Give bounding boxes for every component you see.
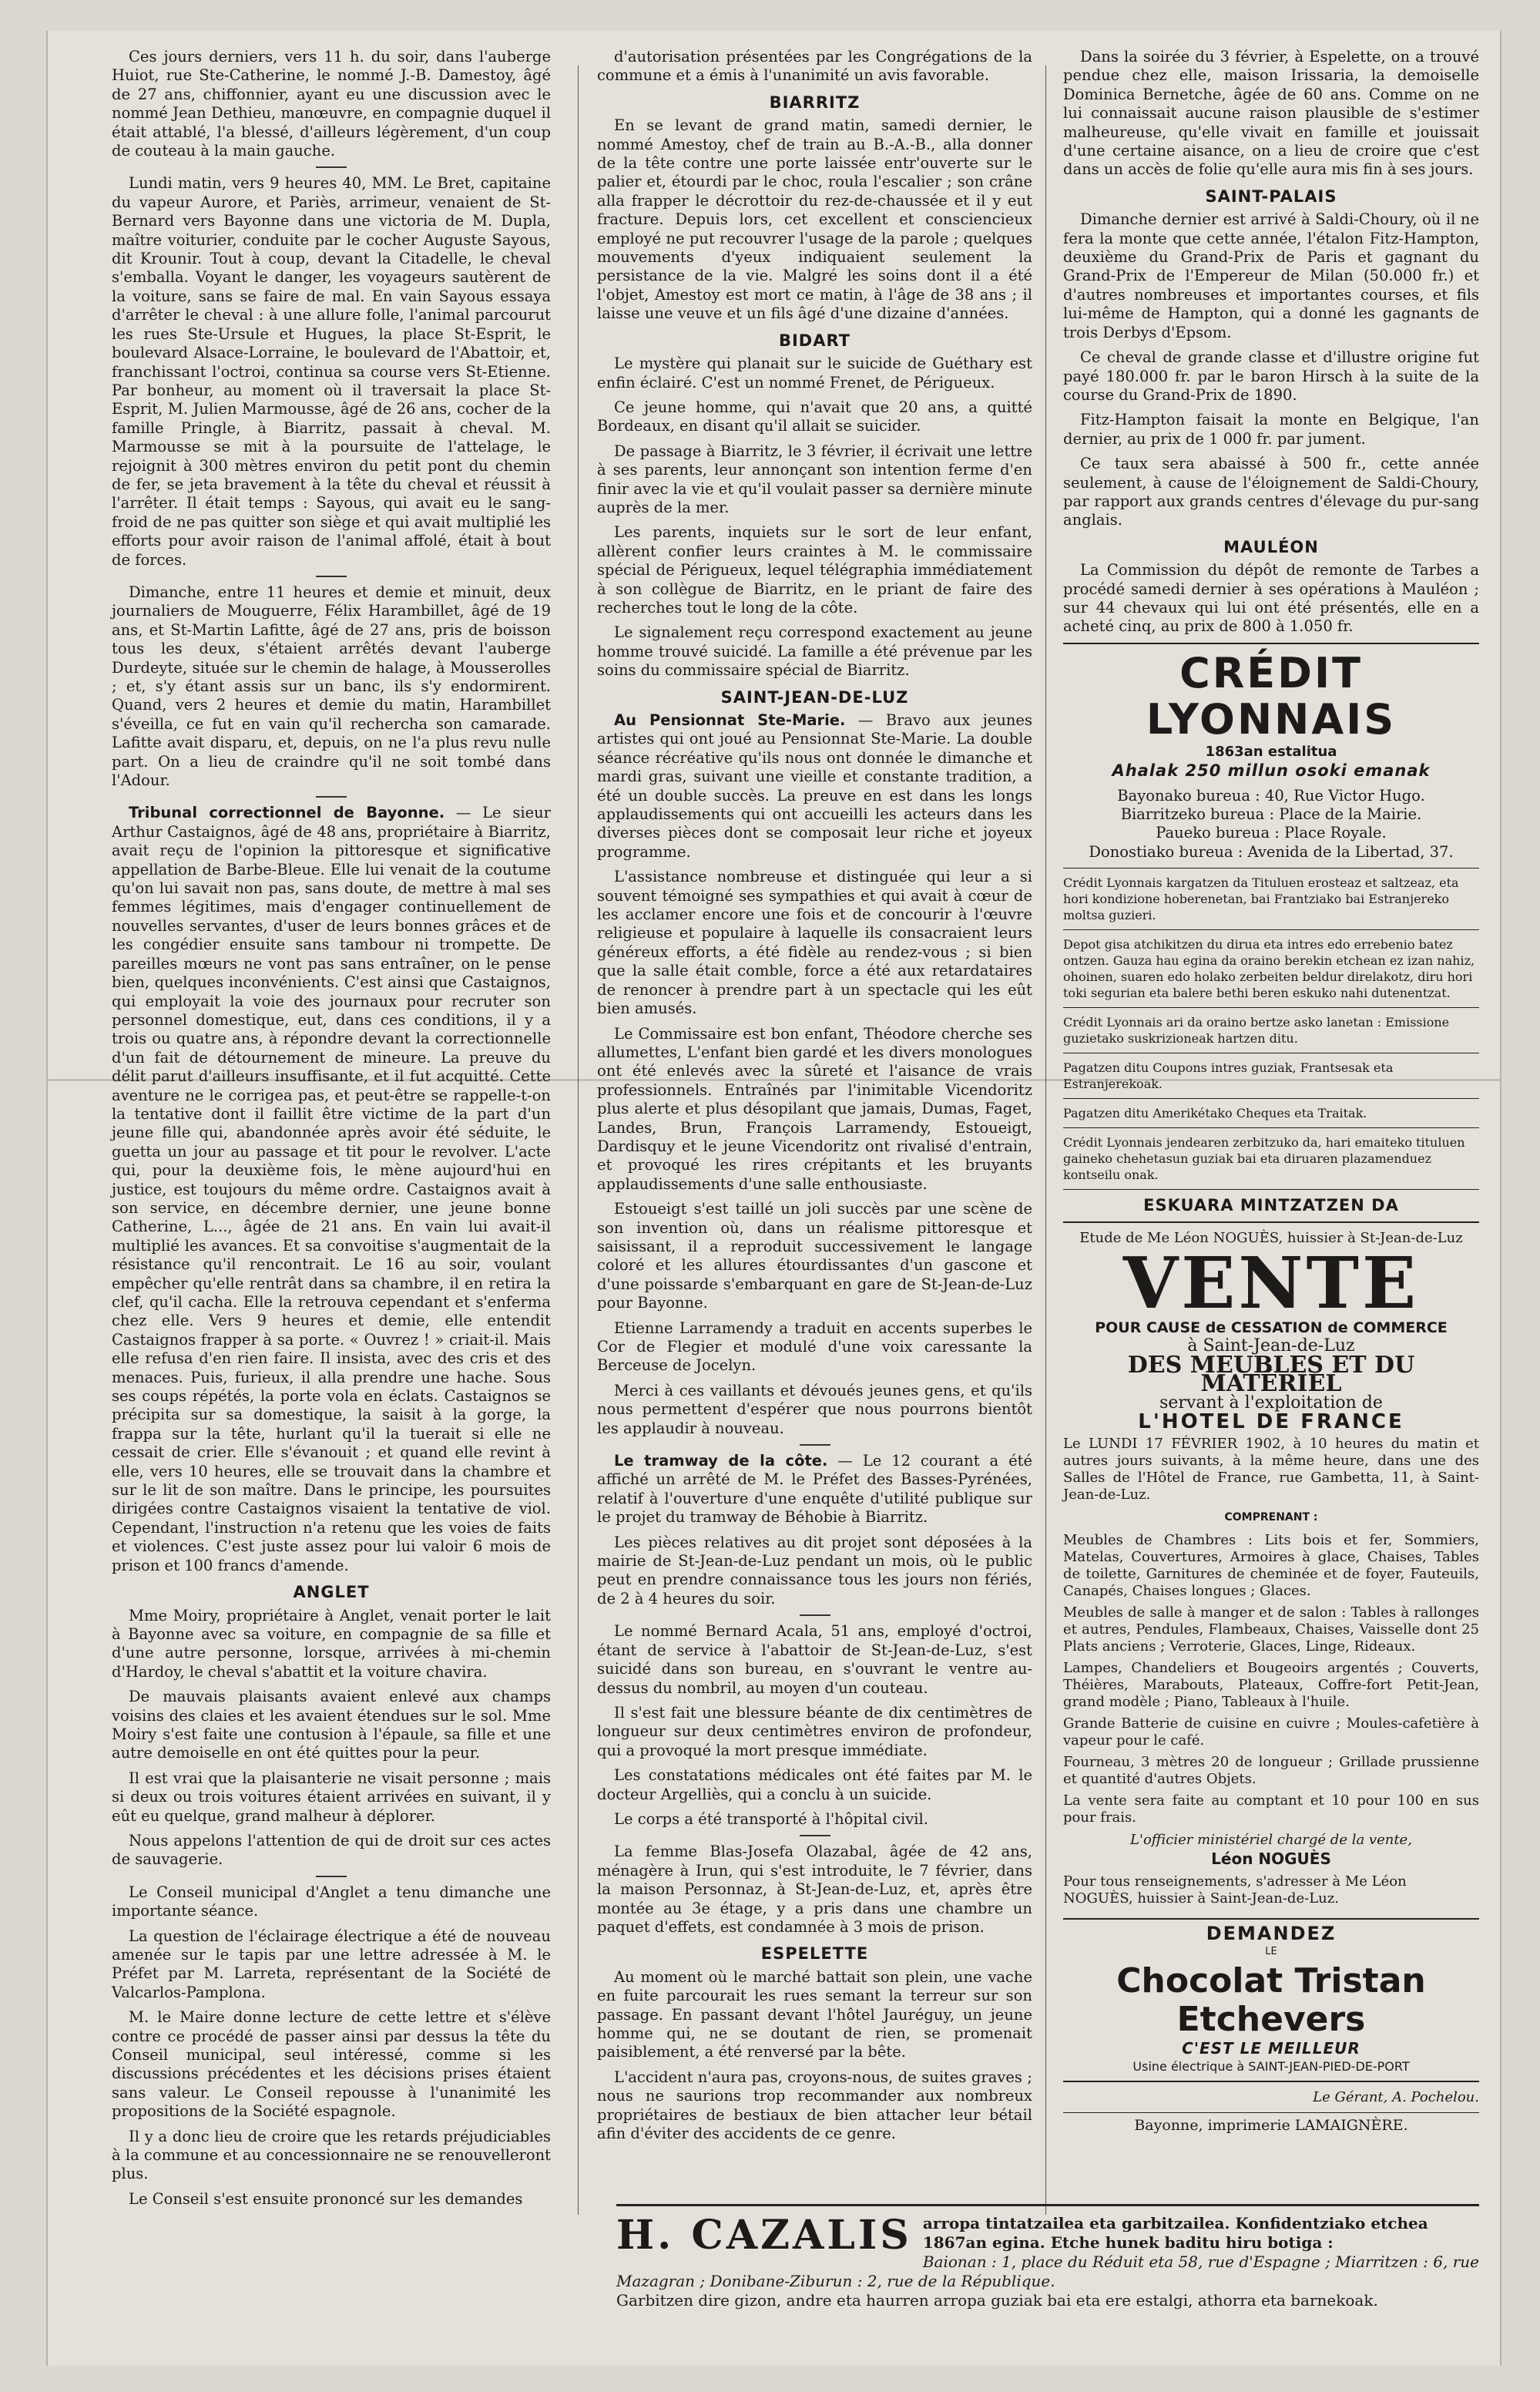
bidart-p3: De passage à Biarritz, le 3 février, il écrivait une lettre à ses parents, leur annonçant son intention ferme d'en finir avec la vie et qu'il voulait passer sa dernière minute auprès de la mer. bbox=[597, 442, 1032, 516]
vente-title: VENTE bbox=[1122, 1241, 1420, 1325]
column-2 bbox=[597, 48, 1032, 2149]
gerant: Le Gérant, A. Pochelou. bbox=[1313, 2089, 1479, 2106]
separator bbox=[800, 1444, 830, 1446]
branch-pau: Paueko bureua : Place Royale. bbox=[1156, 824, 1387, 842]
continued-text: d'autorisation présentées par les Congrégations de la commune et a émis à l'unanimité un avis favorable. bbox=[597, 48, 1032, 85]
credit-footer: ESKUARA MINTZATZEN DA bbox=[1143, 1196, 1399, 1215]
cazalis-line-3: Garbitzen dire gizon, andre eta haurren arropa guziak bai eta ere estalgi, athorra eta barnekoak. bbox=[616, 2291, 1378, 2310]
column-1 bbox=[112, 48, 551, 2215]
choco-slogan: C'EST LE MEILLEUR bbox=[1182, 2038, 1361, 2058]
article-tribunal: Tribunal correctionnel de Bayonne. — Le sieur Arthur Castaignos, âgé de 48 ans, propriétaire à Biarritz, avait reçu de l'opinion la pittoresque et significative appellation de Barbe-Bleue. Elle lui venait de la coutume qu'on lui savait non pas, sans doute, de mettre à mal ses femmes légitimes, mais d'engager continuellement de nouvelles servantes, d'user de leurs bonnes grâces et de les congédier ensuite sans tambour ni trompette. De pareilles mœurs ne vont pas sans entraîner, on le pense bien, quelques inconvénients. C'est ainsi que Castaignos, qui employait la voie des journaux pour recruter son personnel domestique, eut, dans ces conditions, il y a trois ou quatre ans, à répondre devant la correctionnelle d'un fait de détournement de mineure. La preuve du délit parut d'ailleurs insuffisante, et il fut acquitté. Cette aventure ne le corrigea pas, et peut-être se rappelle-t-on la tentative dont il faillit être victime de la part d'un jeune fille qui, abandonnée après avoir été séduite, le guetta un jour au passage et tit pour le revolver. L'acte qui, pour la deuxième fois, le mène aujourd'hui en justice, est toujours du même ordre. Castaignos avait à son service, en décembre dernier, une jeune bonne Catherine, L..., âgée de 21 ans. En vain lui avait-il multiplié les avances. Et sa convoitise s'augmentait de la résistance qu'il rencontrait. Le 16 au soir, voulant empêcher qu'elle rentrât dans sa chambre, il en retira la clef, qu'il cacha. Elle la retrouva cependant et s'enferma chez elle. Vers 9 heures et demie, elle entendit Castaignos frapper à sa porte. « Ouvrez ! » criait-il. Mais elle refusa d'en rien faire. Il insista, avec des cris et des menaces. Puis, furieux, il alla prendre une hache. Sous ses coups répétés, la porte vola en éclats. Castaignos se précipita sur sa domestique, la saisit à la gorge, la frappa sur la tête, hurlant qu'il la tuerait si elle ne cessait de crier. Elle s'évanouit ; et quand elle revint à elle, vers 10 heures, elle se trouvait dans la chambre et sur le lit de son maître. Dans le principe, les poursuites dirigées contre Castaignos visaient la tentative de viol. Cependant, l'instruction n'a retenu que les voies de faits et violences. C'est juste assez pour lui valoir 6 mois de prison et 100 francs d'amende. bbox=[112, 804, 551, 1574]
pensionnat-p2: L'assistance nombreuse et distinguée qui leur a si souvent témoigné ses sympathies et qui avait à cœur de les acclamer encore une fois et de concourir à l'œuvre religieuse et populaire à laquelle ils consacraient leurs généreux efforts, a été fidèle au rendez-vous ; si bien que la salle était comble, force a été aux retardataires de renoncer à prendre part à un spectacle qui les eût bien amusés. bbox=[597, 868, 1032, 1018]
stpalais-heading: SAINT-PALAIS bbox=[1205, 186, 1337, 206]
choco-usine: Usine électrique à SAINT-JEAN-PIED-DE-PORT bbox=[1132, 2058, 1410, 2074]
cazalis-ad bbox=[616, 2204, 1479, 2310]
stpalais-p4: Ce taux sera abaissé à 500 fr., cette année seulement, à cause de l'éloignement de Saldi-Choury, par rapport aux grands centres d'élevage du pur-sang anglais. bbox=[1063, 455, 1479, 529]
anglet-p6: La question de l'éclairage électrique a été de nouveau amenée sur le tapis par une lettre adressée à M. le Préfet par M. Larreta, représentant de la Société de Valcarlos-Pamplona. bbox=[112, 1927, 551, 2001]
bidart-p2: Ce jeune homme, qui n'avait que 20 ans, a quitté Bordeaux, en disant qu'il allait se suicider. bbox=[597, 398, 1032, 435]
acala-p3: Les constatations médicales ont été faites par M. le docteur Argelliès, qui a conclu à un suicide. bbox=[597, 1766, 1032, 1803]
credit-text-6: Crédit Lyonnais jendearen zerbitzuko da, hari emaiteko tituluen gaineko chehetasun guziak bai eta diruaren plazamenduez kontseilu onak. bbox=[1063, 1135, 1465, 1183]
bidart-p1: Le mystère qui planait sur le suicide de Guéthary est enfin éclairé. C'est un nommé Frenet, de Périgueux. bbox=[597, 354, 1032, 391]
branch-bayonne: Bayonako bureua : 40, Rue Victor Hugo. bbox=[1117, 786, 1425, 805]
anglet-p2: De mauvais plaisants avaient enlevé aux champs voisins des claies et les avaient étendues sur le sol. Mme Moiry s'est faite une contusion à l'épaule, sa fille et une autre demoiselle en ont été quittes pour la peur. bbox=[112, 1688, 551, 1762]
espelette-p2: L'accident n'aura pas, croyons-nous, de suites graves ; nous ne saurions trop recommander aux nombreux propriétaires de bestiaux de bien attacher leur bétail afin d'éviter des accidents de ce genre. bbox=[597, 2068, 1032, 2143]
vente-servant: servant à l'exploitation de bbox=[1159, 1393, 1383, 1413]
biarritz-text: En se levant de grand matin, samedi dernier, le nommé Amestoy, chef de train au B.-A.-B., alla donner de la tête contre une porte laissée entr'ouverte sur le palier et, étourdi par le choc, roula l'escalier ; son crâne alla frapper le décrottoir du rez-de-chaussée et il y eut fracture. Depuis lors, cet excellent et consciencieux employé ne put recouvrer l'usage de la parole ; quelques mouvements d'yeux indiquaient seulement la persistance de la vie. Malgré les soins dont il a été l'objet, Amestoy est mort ce matin, à l'âge de 38 ans ; il laisse une veuve et un fils âgé d'une dizaine d'années. bbox=[597, 116, 1032, 323]
tramway-heading: Le tramway de la côte. bbox=[614, 1452, 828, 1470]
branch-san-sebastian: Donostiako bureua : Avenida de la Libertad, 37. bbox=[1089, 842, 1454, 861]
vente-info: Pour tous renseignements, s'adresser à Me Léon NOGUÈS, huissier à Saint-Jean-de-Luz. bbox=[1063, 1873, 1407, 1907]
ad-divider bbox=[1063, 1127, 1479, 1128]
separator bbox=[316, 796, 347, 798]
stpalais-p2: Ce cheval de grande classe et d'illustre origine fut payé 180.000 fr. par le baron Hirsch à la suite de la course du Grand-Prix de 1890. bbox=[1063, 348, 1479, 404]
ad-divider bbox=[1063, 929, 1479, 930]
pensionnat-p3: Le Commissaire est bon enfant, Théodore cherche ses allumettes, L'enfant bien gardé et les divers monologues ont été enlevés avec la sûreté et l'aisance de vrais professionnels. Entraînés par l'inimitable Vicendoritz plus alerte et plus désopilant que jamais, Dumas, Faget, Landes, Brun, François Larramendy, Estoueigt, Dardisquy et le jeune Vicendoritz ont rivalisé d'entrain, et provoqué les rires crépitants et les bruyants applaudissements d'une salle enthousiaste. bbox=[597, 1024, 1032, 1193]
vente-comprenant: COMPRENANT : bbox=[1224, 1511, 1318, 1524]
anglet-p4: Nous appelons l'attention de qui de droit sur ces actes de sauvagerie. bbox=[112, 1831, 551, 1869]
separator bbox=[316, 166, 347, 168]
article-auberge: Ces jours derniers, vers 11 h. du soir, dans l'auberge Huiot, rue Ste-Catherine, le nommé J.-B. Damestoy, âgé de 27 ans, chiffonnier, ayant eu une discussion avec le nommé Jean Dethieu, manœuvre, en compagnie duquel il était attablé, l'a blessé, d'ailleurs légèrement, d'un coup de couteau à la main gauche. bbox=[112, 48, 551, 160]
tramway-text: Le 12 courant a été affiché un arrêté de M. le Préfet des Basses-Pyrénées, relatif à l'ouverture d'une enquête d'utilité publique sur le projet du tramway de Béhobie à Biarritz. bbox=[597, 1452, 1032, 1527]
vente-lampes: Lampes, Chandeliers et Bougeoirs argentés ; Couverts, Théières, Marabouts, Plateaux, Coffre-fort Petit-Jean, grand modèle ; Piano, Tableaux à l'huile. bbox=[1063, 1659, 1479, 1710]
vente-place: à Saint-Jean-de-Luz bbox=[1187, 1336, 1355, 1356]
espelette-p1: Au moment où le marché battait son plein, une vache en fuite parcourait les rues semant la terreur sur son passage. En passant devant l'hôtel Jauréguy, un jeune homme qui, ne se doutant de rien, se promenait paisiblement, a été renversé par la bête. bbox=[597, 1967, 1032, 2061]
pensionnat-heading: Au Pensionnat Ste-Marie. bbox=[614, 711, 846, 729]
stpalais-p3: Fitz-Hampton faisait la monte en Belgique, l'an dernier, au prix de 1 000 fr. par jument. bbox=[1063, 411, 1479, 448]
vente-batterie: Grande Batterie de cuisine en cuivre ; Moules-cafetière à vapeur pour le café. bbox=[1063, 1715, 1479, 1749]
vente-cause: POUR CAUSE de CESSATION de COMMERCE bbox=[1095, 1319, 1448, 1337]
pensionnat-text: Bravo aux jeunes artistes qui ont joué au Pensionnat Ste-Marie. La double séance récréative qu'ils nous ont donnée le dimanche et mardi gras, suivant une vieille et constante tradition, a été un double succès. La preuve en est dans les longs applaudissements qui ont accueilli les acteurs dans les diverses pièces dont se composait leur riche et joyeux programme. bbox=[597, 711, 1032, 861]
chocolat-ad bbox=[1063, 1920, 1479, 2083]
mauleon-heading: MAULÉON bbox=[1223, 537, 1319, 556]
credit-text-4: Pagatzen ditu Coupons intres guziak, Frantsesak eta Estranjerekoak. bbox=[1063, 1060, 1394, 1092]
vente-hotel: L'HOTEL DE FRANCE bbox=[1138, 1410, 1404, 1434]
vente-fourneau: Fourneau, 3 mètres 20 de longueur ; Grillade prussienne et quantité d'autres Objets. bbox=[1063, 1753, 1479, 1787]
ad-divider bbox=[1063, 1189, 1479, 1190]
credit-lyonnais-ad bbox=[1063, 643, 1479, 1223]
credit-lyonnais-capital: Ahalak 250 millun osoki emanak bbox=[1112, 761, 1431, 781]
espelette-pendue: Dans la soirée du 3 février, à Espelette, on a trouvé pendue chez elle, maison Irissaria, la demoiselle Dominica Bernetche, âgée de 60 ans. Comme on ne lui connaissait aucune raison plausible de s'estimer malheureuse, qu'elle vivait en famille et jouissait d'une certaine aisance, on a lieu de croire que c'est dans un accès de folie qu'elle aura mis fin à ses jours. bbox=[1063, 48, 1479, 179]
choco-demandez: DEMANDEZ bbox=[1206, 1922, 1337, 1944]
tramway-p2: Les pièces relatives au dit projet sont déposées à la mairie de St-Jean-de-Luz pendant un mois, où le public peut en prendre connaissance tous les jours non fériés, de 2 à 4 heures du soir. bbox=[597, 1533, 1032, 1608]
anglet-p1: Mme Moiry, propriétaire à Anglet, venait porter le lait à Bayonne avec sa voiture, en compagnie de sa fille et d'une autre personne, lorsque, arrivées à mi-chemin d'Hardoy, le cheval s'abattit et la voiture chavira. bbox=[112, 1606, 551, 1681]
vente-signature: Léon NOGUÈS bbox=[1211, 1849, 1331, 1869]
ad-divider bbox=[1063, 1007, 1479, 1008]
credit-text-5: Pagatzen ditu Amerikétako Cheques eta Traitak. bbox=[1063, 1106, 1367, 1121]
separator bbox=[800, 1835, 830, 1836]
anglet-heading: ANGLET bbox=[293, 1583, 370, 1602]
cazalis-name: H. CAZALIS bbox=[616, 2212, 912, 2259]
mauleon-text: La Commission du dépôt de remonte de Tarbes a procédé samedi dernier à ses opérations à Mauléon ; sur 44 chevaux qui lui ont été présentés, elle en a acheté cinq, au prix de 800 à 1.050 fr. bbox=[1063, 561, 1479, 636]
credit-text-2: Depot gisa atchikitzen du dirua eta intres edo errebenio batez ontzen. Gauza hau egina da oraino berekin etchean ez izan nahiz, ohoinen, suaren edo holako zerbeiten beldur direlakotz, diru hori toki segurian eta balere bethi beren eskuko nahi dutenentzat. bbox=[1063, 937, 1475, 1001]
anglet-p5: Le Conseil municipal d'Anglet a tenu dimanche une importante séance. bbox=[112, 1883, 551, 1920]
cazalis-line-2: Baionan : 1, place du Réduit eta 58, rue d'Espagne ; Miarritzen : 6, rue Mazagran ; Donibane-Ziburun : 2, rue de la République. bbox=[616, 2253, 1479, 2290]
article-cheval: Lundi matin, vers 9 heures 40, MM. Le Bret, capitaine du vapeur Aurore, et Pariès, arrimeur, venaient de St-Bernard vers Bayonne dans une victoria de M. Dupla, maître voiturier, conduite par le cocher Auguste Sayous, dit Krounir. Tout à coup, devant la Citadelle, le cheval s'emballa. Voyant le danger, les voyageurs sautèrent de la voiture, sans se faire de mal. En vain Sayous essaya d'arrêter le cheval : à une allure folle, l'animal parcourut les rues Ste-Ursule et Hugues, la place St-Esprit, le boulevard Alsace-Lorraine, le boulevard de l'Abattoir, et, franchissant l'octroi, continua sa course vers St-Etienne. Par bonheur, au moment où il traversait la place St-Esprit, M. Julien Marmousse, âgé de 26 ans, cocher de la famille Pringle, à Biarritz, passait à cheval. M. Marmousse se mit à la poursuite de l'attelage, le rejoignit à 300 mètres environ du petit pont du chemin de fer, se jeta bravement à la tête du cheval et réussit à l'arrêter. Il était temps : Sayous, qui avait eu le sang-froid de ne pas quitter son siège et qui avait multiplié les efforts pour avoir raison de l'animal affolé, était à bout de forces. bbox=[112, 174, 551, 569]
anglet-p3: Il est vrai que la plaisanterie ne visait personne ; mais si deux ou trois voitures étaient arrivées en suivant, il y eût eu quelque, grand malheur à déplorer. bbox=[112, 1769, 551, 1825]
vente-meubles: DES MEUBLES ET DU MATÉRIEL bbox=[1127, 1351, 1415, 1398]
cazalis-line-1: arropa tintatzailea eta garbitzailea. Konfidentziako etchea 1867an egina. Etche hunek baditu hiru botiga : bbox=[922, 2214, 1428, 2252]
vente-etude: Etude de Me Léon NOGUÈS, huissier à St-Jean-de-Luz bbox=[1079, 1229, 1463, 1246]
stpalais-p1: Dimanche dernier est arrivé à Saldi-Choury, où il ne fera la monte que cette année, l'étalon Fitz-Hampton, deuxième du Grand-Prix de Paris et gagnant du Grand-Prix de l'Empereur de Milan (50.000 fr.) et d'autres nombreuses et importantes courses, et fils lui-même de Hampton, qui a donné les gagnants de trois Derbys d'Epsom. bbox=[1063, 210, 1479, 341]
anglet-p9: Le Conseil s'est ensuite prononcé sur les demandes bbox=[129, 2189, 523, 2208]
credit-lyonnais-title: CRÉDIT LYONNAIS bbox=[1146, 648, 1397, 744]
separator bbox=[800, 1614, 830, 1616]
vente-ad bbox=[1063, 1229, 1479, 1920]
acala-p1: Le nommé Bernard Acala, 51 ans, employé d'octroi, étant de service à l'abattoir de St-Jean-de-Luz, s'est suicidé dans son bureau, en s'ouvrant le ventre au-dessus du nombril, au moyen d'un couteau. bbox=[597, 1622, 1032, 1697]
separator bbox=[316, 1876, 347, 1877]
vente-chambres: Meubles de Chambres : Lits bois et fer, Sommiers, Matelas, Couvertures, Armoires à glace, Chaises, Tables de toilette, Garnitures de cheminée et de foyer, Fauteuils, Canapés, Chaises longues ; Glaces. bbox=[1063, 1531, 1479, 1599]
column-3 bbox=[1063, 48, 1479, 2135]
biarritz-heading: BIARRITZ bbox=[769, 92, 861, 112]
tribunal-text: Le sieur Arthur Castaignos, âgé de 48 ans, propriétaire à Biarritz, avait reçu de l'opinion la pittoresque et significative appellation de Barbe-Bleue. Elle lui venait de la coutume qu'on lui savait non pas, sans doute, de mettre à mal ses femmes légitimes, mais d'engager continuellement de nouvelles servantes, d'user de leurs bonnes grâces et de les congédier ensuite sans tambour ni trompette. De pareilles mœurs ne vont pas sans entraîner, on le pense bien, quelques inconvénients. C'est ainsi que Castaignos, qui employait la voie des journaux pour recruter son personnel domestique, eut, dans ces conditions, il y a trois ou quatre ans, à répondre devant la correctionnelle d'un fait de détournement de mineure. La preuve du délit parut d'ailleurs insuffisante, et il fut acquitté. Cette aventure ne le corrigea pas, et peut-être se rappelle-t-on la tentative dont il faillit être victime de la part d'un jeune fille qui, abandonnée après avoir été séduite, le guetta un jour au passage et tit pour le revolver. L'acte qui, pour la deuxième fois, le mène aujourd'hui en justice, est toujours du même ordre. Castaignos avait à son service, en décembre dernier, une jeune bonne Catherine, L..., âgée de 21 ans. En vain lui avait-il multiplié les avances. Et sa convoitise s'augmentait de la résistance qu'il rencontrait. Le 16 au soir, voulant empêcher qu'elle rentrât dans sa chambre, il en retira la clef, qu'il cacha. Elle la retrouva cependant et s'enferma chez elle. Vers 9 heures et demie, elle entendit Castaignos frapper à sa porte. « Ouvrez ! » criait-il. Mais elle refusa d'en rien faire. Il insista, avec des cris et des menaces. Puis, furieux, il alla prendre une hache. Sous ses coups répétés, la porte vola en éclats. Castaignos se précipita sur sa domestique, la saisit à la gorge, la frappa sur la tête, hurlant qu'il la tuerait si elle ne cessait de crier. Elle s'évanouit ; et quand elle revint à elle, vers 10 heures, elle se trouvait dans la chambre et sur le lit de son maître. Dans le principe, les poursuites dirigées contre Castaignos visaient la tentative de viol. Cependant, l'instruction n'a retenu que les voies de faits et violences. C'est juste assez pour lui valoir 6 mois de prison et 100 francs d'amende. bbox=[112, 804, 551, 1574]
olazabal-text: La femme Blas-Josefa Olazabal, âgée de 42 ans, ménagère à Irun, qui s'est introduite, le 7 février, dans la maison Personnaz, à St-Jean-de-Luz, et, après être montée au 3e étage, y a pris dans une chambre un paquet d'effets, est condamnée à 3 mois de prison. bbox=[597, 1843, 1032, 1936]
bidart-heading: BIDART bbox=[778, 331, 851, 350]
acala-p2: Il s'est fait une blessure béante de dix centimètres de longueur sur deux centimètres environ de profondeur, qui a provoqué la mort presque immédiate. bbox=[597, 1703, 1032, 1759]
choco-title: Chocolat Tristan Etchevers bbox=[1116, 1960, 1426, 2039]
tribunal-heading: Tribunal correctionnel de Bayonne. bbox=[129, 804, 445, 822]
branch-biarritz: Biarritzeko bureua : Place de la Mairie. bbox=[1120, 805, 1422, 823]
credit-text-3: Crédit Lyonnais ari da oraino bertze asko lanetan : Emissione guzietako suskrizioneak hartzen ditu. bbox=[1063, 1015, 1450, 1046]
vente-salle: Meubles de salle à manger et de salon : Tables à rallonges et autres, Pendules, Flambeaux, Chaises, Vaisselle dont 25 Plats anciens ; Verroterie, Glaces, Linge, Rideaux. bbox=[1063, 1604, 1479, 1655]
vente-conditions: La vente sera faite au comptant et 10 pour 100 en sus pour frais. bbox=[1063, 1792, 1479, 1826]
anglet-p8: Il y a donc lieu de croire que les retards préjudiciables à la commune et au concessionnaire ne se renouvelleront plus. bbox=[112, 2127, 551, 2183]
imprimerie: Bayonne, imprimerie LAMAIGNÈRE. bbox=[1063, 2112, 1479, 2135]
pensionnat-p6: Merci à ces vaillants et dévoués jeunes gens, et qu'ils nous permettent d'espérer que nous pourrons bientôt les applaudir à nouveau. bbox=[597, 1381, 1032, 1437]
column-rule-2 bbox=[1045, 66, 1046, 2215]
article-journaliers: Dimanche, entre 11 heures et demie et minuit, deux journaliers de Mouguerre, Félix Harambillet, âgé de 19 ans, et St-Martin Lafitte, âgé de 27 ans, pris de boisson tous les deux, s'étaient arrêtés devant l'auberge Durdeyte, située sur le chemin de halage, à Mousserolles ; et, s'y étant assis sur un banc, ils s'y endormirent. Quand, vers 2 heures et demie du matin, Harambillet s'éveilla, ce fut en vain qu'il rechercha son camarade. Lafitte avait disparu, et, depuis, on ne l'a plus revu nulle part. On a lieu de craindre qu'il ne soit tombé dans l'Adour. bbox=[112, 583, 551, 790]
acala-p4: Le corps a été transporté à l'hôpital civil. bbox=[614, 1809, 928, 1828]
credit-text-1: Crédit Lyonnais kargatzen da Tituluen erosteaz et saltzeaz, eta hori kondizione hoberenetan, bai Frantziako bai Estranjereko moltsa guzieri. bbox=[1063, 875, 1459, 923]
anglet-p7: M. le Maire donne lecture de cette lettre et s'élève contre ce procédé de passer ainsi par dessus la tête du Conseil municipal, seul intéressé, comme si les discussions précédentes et les décisions prises étaient sans valeur. Le Conseil repousse à l'unanimité les propositions de la Société espagnole. bbox=[112, 2008, 551, 2121]
choco-le: LE bbox=[1265, 1946, 1277, 1958]
vente-date: Le LUNDI 17 FÉVRIER 1902, à 10 heures du matin et autres jours suivants, à la même heure, dans une des Salles de l'Hôtel de France, rue Gambetta, 11, à Saint-Jean-de-Luz. bbox=[1063, 1436, 1479, 1503]
tramway-p1: Le tramway de la côte. — Le 12 courant a été affiché un arrêté de M. le Préfet des Basses-Pyrénées, relatif à l'ouverture d'une enquête d'utilité publique sur le projet du tramway de Béhobie à Biarritz. bbox=[597, 1452, 1032, 1527]
espelette-heading: ESPELETTE bbox=[760, 1944, 869, 1964]
separator bbox=[316, 576, 347, 577]
pensionnat-p4: Estoueigt s'est taillé un joli succès par une scène de son invention où, dans un réalisme pittoresque et saisissant, il a reproduit successivement le langage coloré et les allures étourdissantes d'un gascone et d'une poissarde s'embarquant en gare de St-Jean-de-Luz pour Bayonne. bbox=[597, 1200, 1032, 1312]
bidart-p4: Les parents, inquiets sur le sort de leur enfant, allèrent confier leurs craintes à M. le commissaire spécial de Périgueux, lequel télégraphia immédiatement à son collègue de Biarritz, en le priant de faire des recherches tout le long de la côte. bbox=[597, 523, 1032, 616]
vente-officier: L'officier ministériel chargé de la vente, bbox=[1130, 1831, 1412, 1848]
sjdl-heading: SAINT-JEAN-DE-LUZ bbox=[720, 687, 909, 707]
pensionnat-p1: Au Pensionnat Ste-Marie. — Bravo aux jeunes artistes qui ont joué au Pensionnat Ste-Marie. La double séance récréative qu'ils nous ont donnée le dimanche et mardi gras, suivant une vieille et constante tradition, a été un double succès. La preuve en est dans les longs applaudissements qui ont accueilli les acteurs dans les diverses pièces dont se composait leur riche et joyeux programme. bbox=[597, 711, 1032, 861]
column-rule-1 bbox=[578, 66, 579, 2215]
pensionnat-p5: Etienne Larramendy a traduit en accents superbes le Cor de Flegier et modulé d'une voix caressante la Berceuse de Jocelyn. bbox=[597, 1319, 1032, 1375]
credit-lyonnais-founded: 1863an estalitua bbox=[1205, 743, 1337, 760]
bidart-p5: Le signalement reçu correspond exactement au jeune homme trouvé suicidé. La famille a été prévenue par les soins du commissaire spécial de Biarritz. bbox=[597, 623, 1032, 680]
ad-divider bbox=[1063, 1098, 1479, 1099]
